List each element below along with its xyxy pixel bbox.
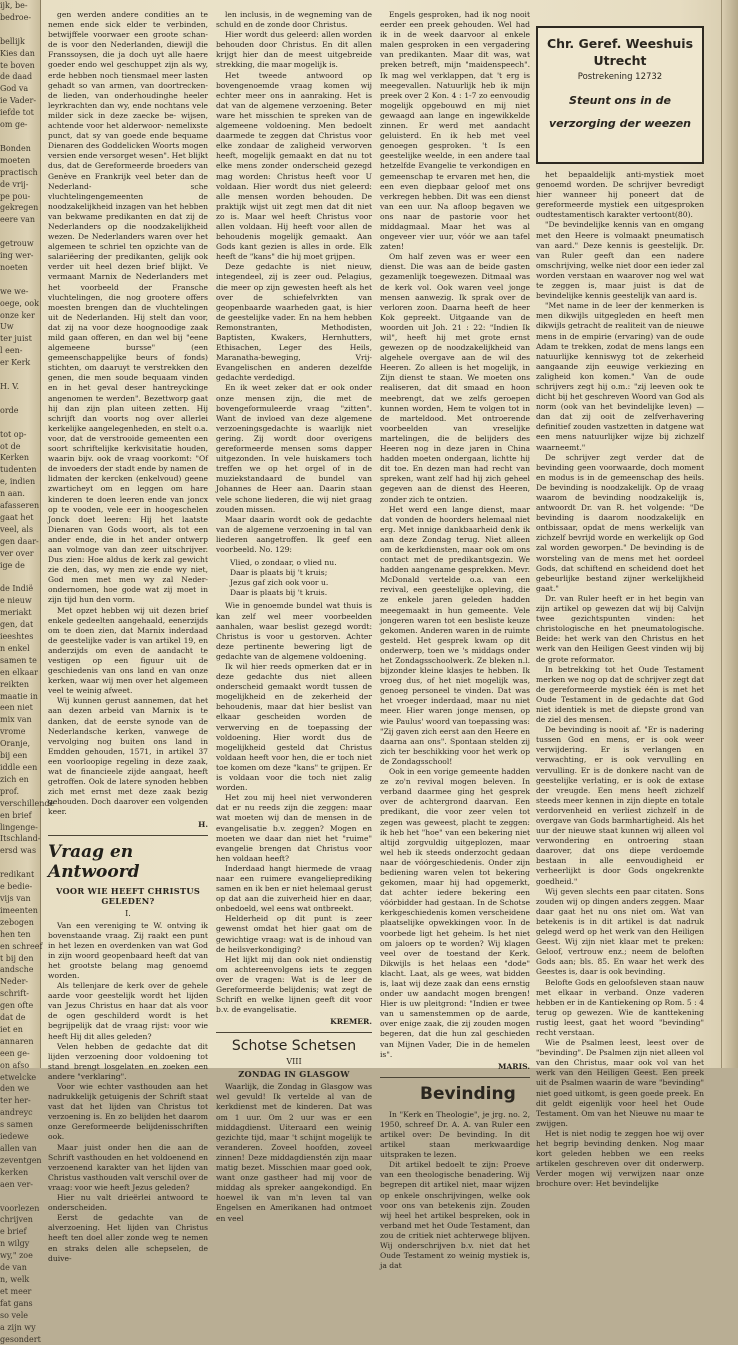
edge-text-fragment: wy," zoe [0, 1250, 40, 1262]
article-signature: KREMER. [216, 1017, 372, 1026]
edge-text-fragment: ver over [0, 548, 40, 560]
ad-city: Utrecht [542, 53, 698, 68]
edge-text-fragment: iet en [0, 1024, 40, 1036]
edge-text-fragment: tot op- [0, 429, 40, 441]
edge-text-fragment: iedewe [0, 1131, 40, 1143]
edge-text-fragment: gesondert [0, 1334, 40, 1345]
edge-text-fragment: noeten [0, 262, 40, 274]
edge-text-fragment: veel, als [0, 524, 40, 536]
edge-text-fragment: een ge- [0, 1048, 40, 1060]
section-divider [48, 835, 208, 836]
edge-text-fragment: getrouw [0, 238, 40, 250]
paragraph: Deze gedachte is niet nieuw, integendeel, zij is zeer oud. Pelagius, die meer op zijn gewesten heeft als het over de schiefelvrkten van geopenbaarde waarheden gaat, is hier de geestelijke vader. En na hem hebben Remonstranten, Methodisten, Baptisten, Kwakers, Hernhutters, Ethisachen, Leger des Heils, Maranatha-beweging, Vrij-Evangelischen en anderen dezelfde gedachte verdedigd. [216, 262, 372, 383]
schetsen-numeral: VIII [216, 1057, 372, 1066]
edge-text-fragment: reikten [0, 679, 40, 691]
paragraph: Wij kunnen gerust aannemen, dat het aan dezen arbeid van Marnix is te danken, dat de eerste synode van de Nederlandsche kerken, vanwege de vervolging nog buiten ons land in Emdden gehouden, 1571, in artikel 37 een voorloopige regeling in deze zaak, wat de financieele zijde aangaat, heeft getroffen. Ook de latere synoden hebben zich met ernst met deze zaak bezig gehouden. Doch daarover een volgenden keer. [48, 696, 208, 817]
edge-text-fragment: de vrij- [0, 179, 40, 191]
paragraph: Helderheid op dit punt is zeer gewenst omdat het hier gaat om de gewichtige vraag: wat is de inhoud van de heilsverkondiging? [216, 914, 372, 954]
edge-text-fragment: bedroe- [0, 12, 40, 24]
edge-text-fragment: n enkel [0, 643, 40, 655]
paragraph: In betrekking tot het Oude Testament merken we nog op dat de schrijver zegt dat de gereformeerde mystiek één is met het Oude Testament in de gedachte dat God niet identiek is met de diepste grond van de ziel des mensen. [536, 665, 704, 726]
paragraph: En ik weet zeker dat er ook onder onze mensen zijn, die met de bovengeformuleerde vraag "zitten". Want de invloed van deze algemene verzoeningsgedachte is waarlijk niet gering. Zij wordt door overigens gereformeerde mensen soms dapper uitgezonden. In vele huiskamers toch treffen we op het orgel of in de muziekstandaard de bundel van Johannes de Heer aan. Daarin staan vele schone liederen, die wij niet graag zouden missen. [216, 383, 372, 514]
edge-text-fragment: n, welk [0, 1274, 40, 1286]
paragraph: Belofte Gods en geloofsleven staan nauw met elkaar in verband. Onze vaderen hebben er in de Kantiekening op Rom. 5 : 4 terug op gewezen. Wie de kanttekening rustig leest, gaat het woord "bevinding" recht verstaan. [536, 978, 704, 1039]
edge-text-fragment: aen ver- [0, 1179, 40, 1191]
paragraph: Het lijkt mij dan ook niet ondienstig om achtereenvolgens iets te zeggen over de vragen: Wat is de leer de Gereformeerde belijdenis; wat zegt de Schrift en welke lijnen geeft dit voor b.v. de evangelisatie. [216, 955, 372, 1016]
edge-text-fragment: gen ofte [0, 1000, 40, 1012]
edge-text-fragment: de van [0, 1262, 40, 1274]
edge-text-fragment [0, 1191, 40, 1203]
paragraph: "Met name in de leer der kenmerken is men dikwijls uitgegleden en heeft men dikwijls getracht de realiteit van de nieuwe mens in de empirie (ervaring) van de oude Adam te trekken, zodat de mens langs een natuurlijke kenniswyg tot de zekerheid aangaande zijn eeuwige verkiezing en zaligheid kon komen." Van de oude schrijvers zegt hij o.m.: "zij leeven ook te dicht bij het geschreven Woord van God als norm (ook van het bevindelijke leven) — dan dat zij ooit de zelfverhavering definitief zouden vastzetten in datgene wat een mens natuurlijker wijze bij zichzelf waarneemt." [536, 301, 704, 452]
edge-text-fragment: ieeshtes [0, 631, 40, 643]
edge-text-fragment: Neder- [0, 976, 40, 988]
schetsen-subheading: ZONDAG IN GLASGOW [216, 1069, 372, 1079]
edge-text-fragment [0, 369, 40, 381]
edge-text-fragment: e brief [0, 1226, 40, 1238]
edge-text-fragment: ter juist [0, 333, 40, 345]
ad-slogan-line1: Steunt ons in de [542, 94, 698, 107]
section-heading-bevinding: Bevinding [420, 1084, 530, 1104]
paragraph: De bevinding is nooit af. "Er is nadering tussen God en mens, er is ook weer verwijdering. Er is verlangen en verwachting, er is ook vervulling en vervulling. Er is de donkere nacht van de geestelijke verlating, er is ook de extase der vreugde. Een mens heeft zichzelf steeds meer kennen in zijn diepte en totale verdorvenheid en verliest zichzelf in de overgave van Gods barmhartigheid. Als het uur der nieuwe staat kunnen wij alleen vol verwondering en ontroering staan daarover, dat ons diepe verdoemde bestaan in alle eenvoudigheid er verheerlijkt is door Gods ongekrenkte goedheid." [536, 725, 704, 887]
edge-text-fragment: l een- [0, 345, 40, 357]
edge-text-fragment: en schreef [0, 941, 40, 953]
article-body-continued [216, 601, 372, 1015]
edge-text-fragment: ige de [0, 560, 40, 572]
edge-text-fragment: annaren [0, 1036, 40, 1048]
paragraph: len inclusis, in de wegneming van de schuld en de zonde door Christus. [216, 10, 372, 30]
article-numeral: I. [48, 909, 208, 918]
edge-text-fragment: dat de [0, 1012, 40, 1024]
edge-text-fragment: chrijven [0, 1214, 40, 1226]
edge-text-fragment: oege, ook [0, 298, 40, 310]
edge-text-fragment: schrift- [0, 988, 40, 1000]
article-signature: MARIS. [380, 1062, 530, 1071]
edge-text-fragment: te boven [0, 60, 40, 72]
edge-text-fragment: onze ker [0, 310, 40, 322]
edge-text-fragment: Kerken [0, 452, 40, 464]
edge-text-fragment [0, 226, 40, 238]
paragraph: Engels gesproken, had ik nog nooit eerder een preek gehouden. Wel had ik in de week daarvoor al enkele malen gesproken in een vergadering van predikanten. Maar dit was, wat preken betreft, mijn "maidenspeech". Ik mag wel verklappen, dat 't erg is meegevallen. Natuurlijk heb ik mijn preek over 2 Kon. 4 : 1-7 zo eenvoudig mogelijk opgebouwd en mij niet gewaagd aan lange en ingewikkelde zinnen. Er werd met aandacht geluisterd. En ik heb met veel genoegen gesproken. 't Is een geestelijke weelde, in een andere taal hetzelfde Evangelie te verkondigen en gemeenschap te ervaren met hen, die een even diepbaar geloof met ons verkregen hebben. Dit was een dienst van een uur. Na afloop begaven we ons naar de pastorie voor het middagmaal. Maar het was al ongeveer vier uur, vóór we aan tafel zaten! [380, 10, 530, 252]
paragraph: Het werd een lange dienst, maar dat vonden de hoorders helemaal niet erg. Met innige dankbaarheid denk ik aan deze Zondag terug. Niet alleen om de kerkdiensten, maar ook om ons contact met de predikantsgezin. We hadden aangename gesprekken. Mevr. McDonald vertelde o.a. van een revival, een geestelijke opleving, die ze enkele jaren geleden hadden meegemaakt in hun gemeente. Vele jongeren waren tot een besliste keuze gekomen. Anderen waren in de ruimte gesteld. Het gesprek kwam op dit onderwerp, toen we 's middags onder het Zondagsschoolwerk. Ze bleken n.l. bijzonder kleine klasjes te hebben. Ik vroeg dus, of het niet mogelijk was, genoeg personeel te vinden. Dat was het vroeger inderdaad, maar nu niet meer. Hier waren jonge mensen, op wie Paulus' woord van toepassing was: "Zij gaven zich eerst aan den Heere en daarna aan ons". Spontaan stelden zij zich ter beschikking voor het werk op de Zondagsschool! [380, 505, 530, 767]
edge-text-fragment: kerken [0, 1167, 40, 1179]
paragraph: In "Kerk en Theologie", je jrg. no. 2, 1950, schreef Dr. A. A. van Ruler een artikel over: De bevinding. In dit artikel staan merkwaardige uitspraken te lezen. [380, 1110, 530, 1160]
edge-text-fragment: en elkaar [0, 667, 40, 679]
edge-text-fragment: etwelcke [0, 1072, 40, 1084]
edge-text-fragment: om ge- [0, 119, 40, 131]
paragraph: Hier nu valt drieërlei antwoord te onderscheiden. [48, 1193, 208, 1213]
edge-text-fragment: hen ten [0, 929, 40, 941]
paragraph: Eerst de gedachte van de alverzoening. Het lijden van Christus heeft ten doel aller zonde weg te nemen en straks delen alle schepselen, de duive- [48, 1213, 208, 1263]
weeshuis-advertisement [536, 26, 704, 164]
paragraph: Van een vereniging te W. ontving ik bovenstaande vraag. Zij raakt een punt in het lezen en overdenken van wat God in zijn woord geopenbaard heeft dat van het grootste belang mag genoemd worden. [48, 921, 208, 982]
edge-text-fragment: orde [0, 405, 40, 417]
edge-text-fragment: iddle een [0, 762, 40, 774]
paragraph: De schrijver zegt verder dat de bevinding geen voorwaarde, doch moment en modus is in de gemeenschap des heils. De bevinding is noodzakelijk. Op de vraag waarom de bevinding noodzakelijk is, antwoordt Dr. van R. het volgende: "De bevinding is daarom noodzakelijk en ontbissaar, opdat de mens werkelijk van zichzelf bevrijd worde en werkelijk op God zal worden geworpen." De bevinding is de worsteling van de mens met het oordeel Gods, dat schiftend en scheidend doet het gebeurlijke bestand zijner werkelijkheid gaat." [536, 453, 704, 594]
edge-text-fragment: maatie in [0, 691, 40, 703]
section-divider [380, 1077, 530, 1078]
edge-text-fragment [0, 274, 40, 286]
edge-text-fragment: er Kerk [0, 357, 40, 369]
paragraph: "De bevindelijke kennis van en omgang met den Heere is volmaakt pneumatisch van aard." Deze kennis is geestelijk. Dr. van Ruler geeft dan een nadere omschrijving, welke niet door een ieder zal worden verstaan en waarover nog wel wat te zeggen is, maar juist is dat de bevindelijke kennis geestelijk van aard is. [536, 220, 704, 301]
edge-text-fragment: ot de [0, 441, 40, 453]
edge-text-fragment: ter her- [0, 1095, 40, 1107]
edge-text-fragment: imeenten [0, 905, 40, 917]
edge-text-fragment: zeventgen [0, 1155, 40, 1167]
paragraph: Hier wordt dus geleerd: allen worden behouden door Christus. En dit allen krijgt hier dan de meest uitgebreide strekking, die maar mogelijk is. [216, 30, 372, 70]
column-2 [216, 10, 372, 1060]
article-body [48, 921, 208, 1264]
edge-text-fragment: gaat het [0, 512, 40, 524]
edge-text-fragment: vrome [0, 726, 40, 738]
edge-text-fragment [0, 393, 40, 405]
edge-text-fragment: e nieuw [0, 595, 40, 607]
edge-text-fragment: gen, dat [0, 619, 40, 631]
intro-signature: H. [48, 820, 208, 829]
paragraph: Wij geven slechts een paar citaten. Sons zouden wij op dingen anders zeggen. Maar daar gaat het nu ons niet om. Wat van betekenis is in dit artikel is dat nadruk gelegd werd op het werk van den Heiligen Geest. Wij zijn niet klaar met te preken: Geloof, vertrouw enz.; neem de beloften Gods aan; bls. 85. En waar het werk des Geestes is, daar is ook bevinding. [536, 887, 704, 978]
column-4 [536, 170, 704, 1060]
edge-text-fragment: mix van [0, 714, 40, 726]
column-3 [380, 10, 530, 1060]
edge-text-fragment: e, indien [0, 476, 40, 488]
edge-text-fragment: bellijk [0, 36, 40, 48]
edge-text-fragment: n wilgy [0, 1238, 40, 1250]
intro-text [48, 10, 208, 818]
edge-text-fragment: pe pou- [0, 191, 40, 203]
edge-text-fragment: tudenten [0, 464, 40, 476]
right-binding-edge [721, 0, 738, 1068]
edge-text-fragment: on afso [0, 1060, 40, 1072]
edge-text-fragment: meriakt [0, 607, 40, 619]
paragraph: Waarlijk, die Zondag in Glasgow was wel gevuld! Ik vertelde al van de kerkdienst met de kinderen. Dat was om 1 uur. Om 2 uur was er een middagdienst. Uiteraard een weinig gezichte tijd, maar 't schijnt mogelijk te veranderen. Zoveel hoofden, zoveel zinnen! Deze middagdienstén zijn maar matig bezet. Misschien maar goed ook, want onze gastheer had mij voor de middag als spreker aangekondigd. En hoewel ik van m'n leven tal van Engelsen en Amerikanen had ontmoet en veel [216, 1082, 372, 1223]
edge-text-fragment: allen van [0, 1143, 40, 1155]
paragraph: Ook in een vorige gemeente hadden ze zo'n revival mogen beleven. In verband daarmee ging het gesprek over de achtergrond daarvan. Een predikant, die voor zeer velen tot zegen was geweest, placht te zeggen: ik heb het "hoe" van een bekering niet altijd zorgvuldig uitgeplozen, maar wel heb ik steeds onderzocht gedaan naar de vóórgeschiedenis. Onder zijn bediening waren velen tot bekering gekomen, maar hij had opgemerkt, dat achter iedere bekering een vóórbidder had gestaan. In de Schotse kerkgeschiedenis komen verscheidene plaatselijke opwekkingen voor. In de voorbede ligt het geheim. Is het niet om jaloers op te worden? Wij klagen veel over de toestand der Kerk. Dikwijls is het helaas een "dode" klacht. Laat, als ge wees, wat bidden is, laat wij deze zaak dan eens ernstig onder uw aandacht mogen brengen! Hier is uw pleitgrond: "Indien er twee van u samenstemmen op de aarde, over enige zaak, die zij zouden mogen begeren, dat die hun zal geschieden van Mijnen Vader, Die in de hemelen is". [380, 767, 530, 1060]
column-1 [48, 10, 208, 1060]
edge-text-fragment: practisch [0, 167, 40, 179]
edge-text-fragment [0, 131, 40, 143]
paragraph: Wie in genoemde bundel wat thuis is kan zelf wel meer voorbeelden aanhalen, waar beslist gezegd wordt: Christus is voor u gestorven. Achter deze pertinente bewering ligt de gedachte van de algemene voldoening. [216, 601, 372, 662]
hymn-quote [230, 558, 372, 598]
hymn-line: Daar is plaats bij 't kruis. [230, 588, 372, 598]
edge-text-fragment: ersd was [0, 845, 40, 857]
edge-text-fragment: Kies dan [0, 48, 40, 60]
edge-text-fragment: we we- [0, 286, 40, 298]
edge-text-fragment: Uw [0, 321, 40, 333]
paragraph: gen werden andere condities an te nemen ende sick elder te verbinden, betwijffele voorwaer een groote schan- de is voor den Nederlanden, diewijl die Franssoysen, die ja doch uyt alle haere goeder endo wel geschuppet zijn als wy, erde hebben noch tiensmael meer lasten gehadt so van armen, van doortrecken- de lieden, van onderhoudinghe heeler leyrkrachten dan wy, ende nochtans vele milder sick in deze zaecke be- wijsen, achtende voor het alderwoor- nemelixste punct, dat sy van goede ende bequame Dienaren des Goddelicken Woorts mogen versien ende versorget wesen". Het blijkt dus, dat de Gereformeerde broeders van Genève en Frankrijk veel beter dan de Nederland- sche vluchtelingengemeenten de noodzakelijkheid inzagen van het hebben van bekwame predikanten en dat zij de Nederlanders op die noodzakelijkheid wezen. De Nederlanders waren over het algemeen te schriel ten opzichte van de salariëering der predikanten, gelijk ook verder uit heel dezen brief blijkt. Ve vermaant Marnix de Nederlanders met het voorbeeld der Fransche vluchtelingen, die nog grootere offers moesten brengen dan de vluchtelingen uit de Nederlanden. Hij stelt dan voor, dat zij na voor deze hoognoodige zaak mild gaan offeren, en dan wel bij "eene algemeene bursse" (een gemeenschappelijke beurs of fonds) stichten, om daaruyt te verstrekken den genen, die men soude bequaam vinden en in het geval deser hantreyckinge angenomen te werden". Bezettworp gaat hij dan zijn plan uiteen zetten. Hij schrijft dan voorts nog over allerlei kerkelijke aangelegenheden, en stelt o.a. voor, dat de verstrooide gemeenten een soort schriftelijke kerkvisitatie houden, waarin bijv. ook de vraag voorkomt: "Of de invoeders der stadt ende by namen de lidmaten der kercken (enkelvoud) geene zwarticheyt om en leggen om hare kinderen te doen leeren ende van joncx op te vooden, vele eer in hoogeschelen Jonck doet leeren: Hij het laatste Dienaren van Gods woort, als tot een ander ende, die in het ander ontwerp aan volmoge van dan zeer uitschrijver. Dus zien: Hoe aldus de kerk zal gewicht zie den, das, wy men zie ende wy niet, God men met men wy zal Neder- ondernomen, hoe gode wat zij moet in zijn tijd hun den vorm. [48, 10, 208, 606]
paragraph: Inderdaad hangt hiermede de vraag naar een ruimere evangelieprediking samen en ik ben er niet helemaal gerust op dat aan die zuiverheid hier en daar, onbedoeld, wel eens wat ontbreekt. [216, 864, 372, 914]
article-subheading: VOOR WIE HEEFT CHRISTUS GELEDEN? [48, 886, 208, 906]
section-heading-vraag-en-antwoord: Vraag en Antwoord [48, 842, 208, 882]
edge-text-fragment: t bij den [0, 953, 40, 965]
edge-text-fragment [0, 572, 40, 584]
edge-text-fragment: so vele [0, 1310, 40, 1322]
edge-text-fragment: et meer [0, 1286, 40, 1298]
edge-text-fragment: zebogen [0, 917, 40, 929]
edge-text-fragment: zich en [0, 774, 40, 786]
edge-text-fragment: andsche [0, 964, 40, 976]
schetsen-body [216, 1082, 372, 1223]
hymn-line: Daar is plaats bij 't kruis; [230, 568, 372, 578]
edge-text-fragment: iefde tot [0, 107, 40, 119]
edge-text-fragment: lingenge- [0, 822, 40, 834]
left-adjacent-page-edge [0, 0, 41, 1068]
ad-title: Chr. Geref. Weeshuis [542, 36, 698, 51]
article-body [216, 10, 372, 555]
edge-text-fragment: de Indië [0, 583, 40, 595]
paragraph: Dr. van Ruler heeft er in het begin van zijn artikel op gewezen dat wij bij Calvijn twee gezichtspunten vinden: het christologische en het pneumatologische. Beide: het werk van den Christus en het werk van den Heiligen Geest vinden wij bij de grote reformator. [536, 594, 704, 665]
edge-text-fragment: Oranje, [0, 738, 40, 750]
paragraph: Dit artikel bedoelt te zijn: Proeve van een theologische benadering. Wij begrepen dit artikel niet, maar wijzen op enkele onschrijvingen, welke ook voor ons van betekenis zijn. Zouden wij heel het artikel bespreken, ook in verband met het Oude Testament, dan zou de critiek niet achterwege blijven. Wij onderschrijven b.v. niet dat het Oude Testament zo weinig mystiek is, ja dat [380, 1160, 530, 1271]
edge-text-fragment: vijs van [0, 893, 40, 905]
edge-text-fragment: en brief [0, 810, 40, 822]
edge-text-fragment: een niet [0, 702, 40, 714]
edge-text-fragment [0, 857, 40, 869]
edge-text-fragment: e bedie- [0, 881, 40, 893]
hymn-line: Vlied, o zondaar, o vlied nu. [230, 558, 372, 568]
edge-text-fragment: n aan. [0, 488, 40, 500]
edge-text-fragment: prof. [0, 786, 40, 798]
edge-text-fragment: gekregen [0, 202, 40, 214]
paragraph: Om half zeven was er weer een dienst. Die was aan de beide gasten gezamenlijk toegewezen. Ditmaal was de kerk vol. Ook waren veel jonge mensen aanwezig. Ik sprak over de verloren zoon. Daarna heeft de heer Kok gepreekt. Uitgaande van de woorden uit Joh. 21 : 22: "Indien Ik wil", heeft hij met grote ernst gewezen op de noodzakelijkheid van algehele overgave aan de wil des Heeren. Zo alleen is het mogelijk, in Zijn dienst te staan. We moeten ons realiseren, dat dit smaad en hoon meebrengt, dat we zelfs geroepen kunnen worden, Hem te volgen tot in de marteldood. Met ontroerende voorbeelden van vreselijke martelingen, die de belijders des Heeren nog in deze jaren in China hadden moeten ondergaan, lichtte hij dit toe. En dezen man had recht van spreken, want zelf had hij zich geheel gegeven aan de dienst des Heeren, zonder zich te ontzien. [380, 252, 530, 504]
edge-text-fragment [0, 417, 40, 429]
paragraph: het bepaaldelijk anti-mystiek moet genoemd worden. De schrijver bevredigt hier wanneer hij poneert dat de gereformeerde mystiek een uitgesproken oudtestamentisch karakter vertoont(80). [536, 170, 704, 220]
edge-text-fragment: andreyc [0, 1107, 40, 1119]
edge-text-fragment: verschillende [0, 798, 40, 810]
edge-text-fragment: a zijn wy [0, 1322, 40, 1334]
paragraph: Wie de Psalmen leest, leest over de "bevinding". De Psalmen zijn niet alleen vol van den Christus, maar ook vol van het werk van den Heiligen Geest. Een preek uit de Psalmen waarin de ware "bevinding" niet goed uitkomt, is geen goede preek. En dit geldt eigenlijk voor heel het Oude Testament. Om van het Nieuwe nu maar te zwijgen. [536, 1038, 704, 1129]
paragraph: Ik wil hier reeds opmerken dat er in deze gedachte dus niet alleen onderscheid gemaakt wordt tussen de mogelijkheid en de zekerheid der behoudenis, maar dat hier beslist van elkaar gescheiden worden de verwerving en de toepassing der voldoening. Hier wordt dus de mogelijkheid gesteld dat Christus voldaan heeft voor hen, die er toch niet toe komen om deze "kans" te grijpen. Er is voldaan voor die toch niet zalig worden. [216, 662, 372, 793]
edge-text-fragment: H. V. [0, 381, 40, 393]
edge-text-fragment: ie Vader- [0, 95, 40, 107]
edge-text-fragment: God va [0, 83, 40, 95]
bevinding-body [380, 1110, 530, 1272]
edge-text-fragment: eere van [0, 214, 40, 226]
edge-text-fragment: ing wer- [0, 250, 40, 262]
edge-text-fragment: fat gans [0, 1298, 40, 1310]
edge-text-fragment: bij een [0, 750, 40, 762]
ad-slogan-line2: verzorging der weezen [542, 117, 698, 130]
edge-text-fragment [0, 24, 40, 36]
edge-text-fragment: s samen [0, 1119, 40, 1131]
hymn-line: Jezus gaf zich ook voor u. [230, 578, 372, 588]
section-divider [216, 1032, 372, 1033]
edge-text-fragment: Bonden [0, 143, 40, 155]
edge-text-fragment: gen daar- [0, 536, 40, 548]
paragraph: Maar daarin wordt ook de gedachte van de algemene verzoening in tal van liederen aangetroffen. Ik geef een voorbeeld. No. 129: [216, 515, 372, 555]
section-heading-schotse-schetsen: Schotse Schetsen [216, 1038, 372, 1054]
edge-text-fragment: den we [0, 1083, 40, 1095]
paragraph: Voor wie echter vasthouden aan het nadrukkelijk getuigenis der Schrift staat vast dat het lijden van Christus tot verzoening is. En zo belijden het daarom onze Gereformeerde belijdenisschriften ook. [48, 1082, 208, 1143]
edge-text-fragment: moeten [0, 155, 40, 167]
paragraph: Met opzet hebben wij uit dezen brief enkele gedeelten aangehaald, eenerzijds om te doen zien, dat Marnix inderdaad de geestelijke vader is van artikel 19, en anderzijds om even de aandacht te vestigen op een figuur uit de geschiedenis van ons land en van onze kerken, waar wij men over het algemeen veel te weinig afweet. [48, 606, 208, 697]
edge-text-fragment: ijk, be- [0, 0, 40, 12]
edge-text-fragment: de daad [0, 71, 40, 83]
article-body [380, 10, 530, 1060]
edge-text-fragment: Itschland- [0, 833, 40, 845]
edge-text-fragment: samen te [0, 655, 40, 667]
ad-postrekening: Postrekening 12732 [542, 72, 698, 82]
paragraph: Maar juist onder hen die aan de Schrift vasthouden en het voldoenend en verzoenend karakter van het lijden van Christus vasthouden valt verschil over de vraag: voor wie heeft Jezus geleden? [48, 1143, 208, 1193]
edge-text-fragment: voorlezen [0, 1203, 40, 1215]
edge-text-fragment: afasseren [0, 500, 40, 512]
bevinding-body-continued [536, 170, 704, 1189]
paragraph: Velen hebben de gedachte dat dit lijden verzoening door voldoening tot stand brengt losgelaten en zoeken een andere "verklaring". [48, 1042, 208, 1082]
paragraph: Het zou mij heel niet verwonderen dat er nu reeds zijn die zeggen: maar wat moeten wij dan de mensen in de evangelisatie b.v. zeggen? Mogen en moeten we daar dan niet het "ruime" evangelie brengen dat Christus voor hen voldaan heeft? [216, 793, 372, 864]
paragraph: Het tweede antwoord op bovengenoemde vraag komen wij echter meer ons in aanraking. Het is dat van de algemene verzoening. Beter ware het misschien te spreken van de algemeene voldoening. Men bedoelt daarmede te zeggen dat Christus voor elke zondaar de zaligheid verworven heeft, mogelijk gemaakt en dat nu tot elke mens zonder onderscheid gezegd mag worden: Christus heeft voor U voldaan. Hier wordt dus niet geleerd: alle mensen worden behouden. De praktijk wijst uit zegt men dat dit niet zo is. Maar wel heeft Christus voor allen voldaan. Hij heeft voor allen de behoudenis mogelijk gemaakt. Aan Gods kant gezien is alles in orde. Elk heeft de "kans" die hij moet grijpen. [216, 71, 372, 263]
paragraph: Als tellenjare de kerk over de gehele aarde voor geestelijk wordt het lijden van Jezus Christus en haar dat als voor de ogen geschilderd wordt is het begrijpelijk dat de vraag rijst: voor wie heeft Hij dit alles geleden? [48, 981, 208, 1042]
edge-text-fragment: redikant [0, 869, 40, 881]
paragraph: Het is niet nodig te zeggen hoe wij over het begrip bevinding denken. Nog maar kort geleden hebben we een reeks artikelen geschreven over dit onderwerp. Verder mogen wij verwijzen naar onze brochure over: Het bevindelijke [536, 1129, 704, 1190]
